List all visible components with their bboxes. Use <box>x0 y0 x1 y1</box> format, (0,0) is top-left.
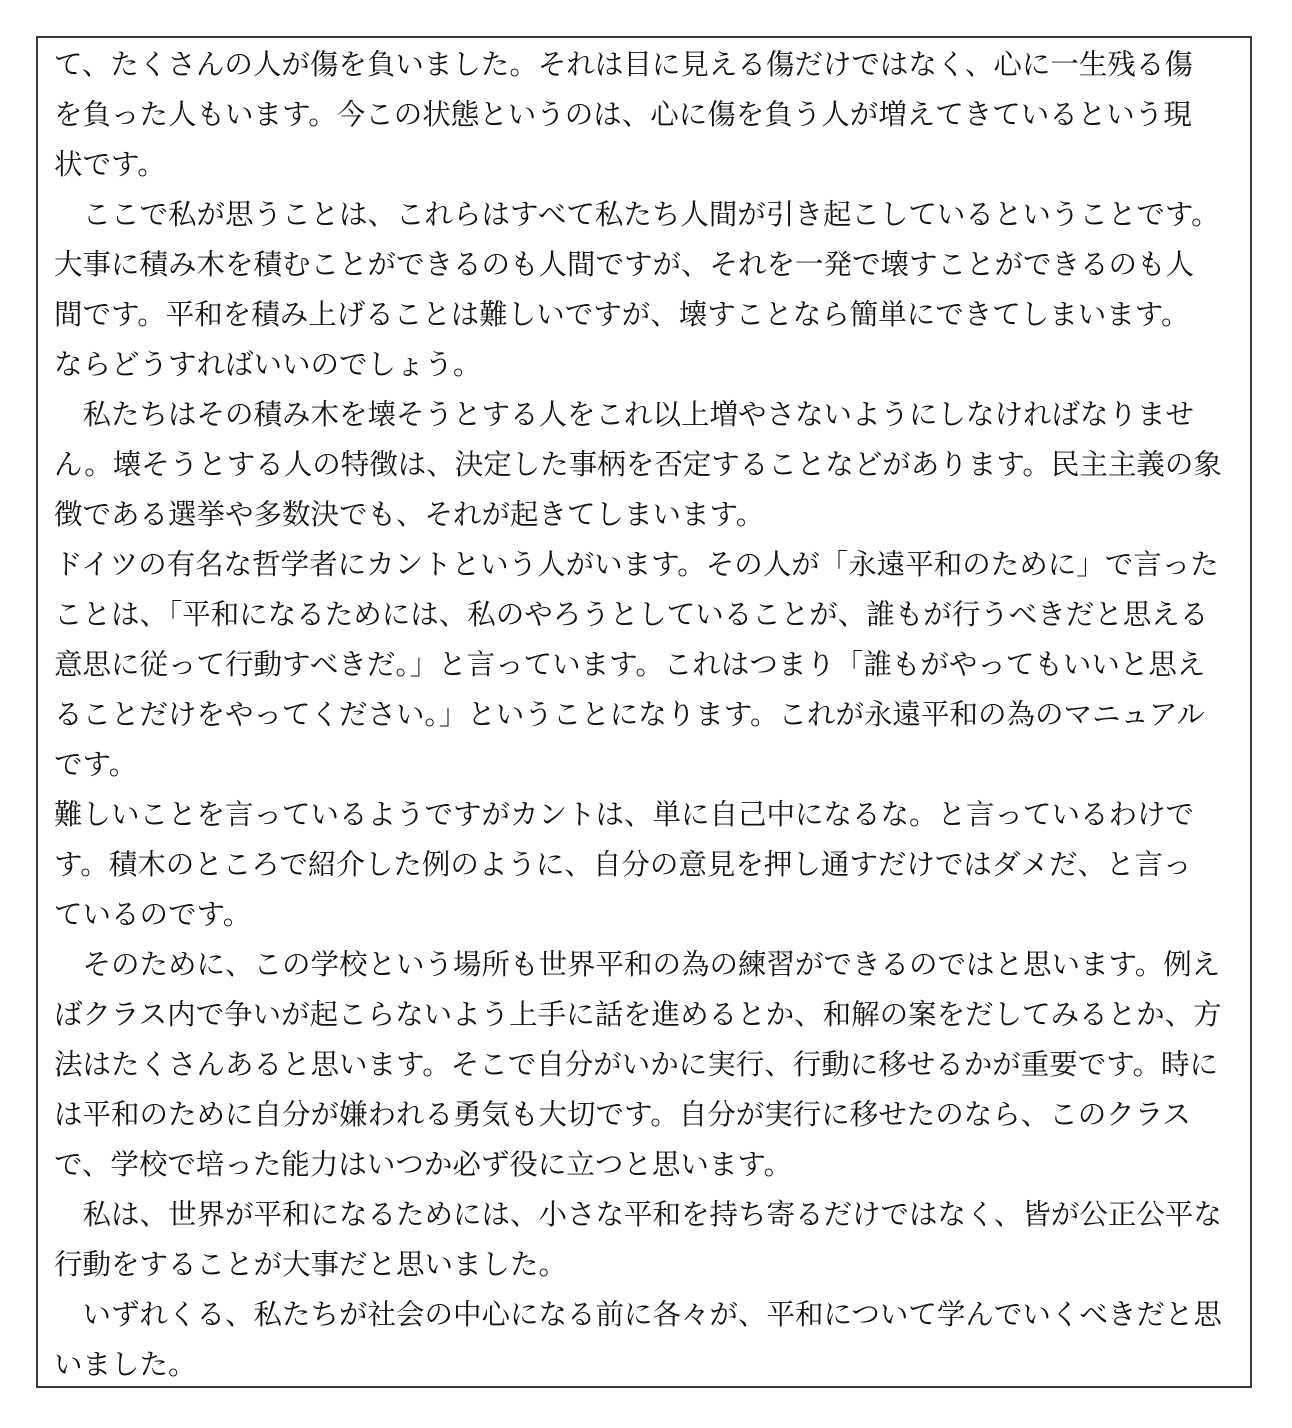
text-line: す。積木のところで紹介した例のように、自分の意見を押し通すだけではダメだ、と言っ <box>54 848 1192 881</box>
text-line: ん。壊そうとする人の特徴は、決定した事柄を否定することなどがあります。民主主義の象 <box>54 448 1222 481</box>
text-line: 意思に従って行動すべきだ。」と言っています。これはつまり「誰もがやってもいいと思え <box>54 648 1206 681</box>
text-line: ているのです。 <box>54 898 252 931</box>
text-line: 徴である選挙や多数決でも、それが起きてしまいます。 <box>54 498 765 531</box>
text-line: 難しいことを言っているようですがカントは、単に自己中になるな。と言っているわけで <box>54 798 1195 831</box>
text-line: ることだけをやってください。」ということになります。これが永遠平和の為のマニュアル <box>54 698 1205 731</box>
text-line: 大事に積み木を積むことができるのも人間ですが、それを一発で壊すことができるのも人 <box>54 248 1195 281</box>
text-line: は平和のために自分が嫌われる勇気も大切です。自分が実行に移せたのなら、このクラス <box>54 1098 1191 1131</box>
text-line: ばクラス内で争いが起こらないよう上手に話を進めるとか、和解の案をだしてみるとか、方 <box>54 998 1222 1031</box>
text-line: ここで私が思うことは、これらはすべて私たち人間が引き起こしているということです。 <box>54 198 1220 231</box>
text-line: いずれくる、私たちが社会の中心になる前に各々が、平和について学んでいくべきだと思 <box>54 1298 1222 1331</box>
text-line: 私は、世界が平和になるためには、小さな平和を持ち寄るだけではなく、皆が公正公平な <box>54 1198 1222 1231</box>
text-line: 行動をすることが大事だと思いました。 <box>54 1248 568 1281</box>
text-line: です。 <box>54 748 138 781</box>
text-line: ことは、「平和になるためには、私のやろうとしていることが、誰もが行うべきだと思える <box>54 598 1209 631</box>
text-line: て、たくさんの人が傷を負いました。それは目に見える傷だけではなく、心に一生残る傷 <box>54 48 1193 81</box>
essay-text-box <box>36 36 1252 1388</box>
text-line: ドイツの有名な哲学者にカントという人がいます。その人が「永遠平和のために」で言った <box>54 548 1219 581</box>
text-line: で、学校で培った能力はいつか必ず役に立つと思います。 <box>54 1148 793 1181</box>
text-line: 間です。平和を積み上げることは難しいですが、壊すことなら簡単にできてしまいます。 <box>54 298 1190 331</box>
text-line: ならどうすればいいのでしょう。 <box>54 348 482 381</box>
text-line: を負った人もいます。今この状態というのは、心に傷を負う人が増えてきているという現 <box>54 98 1192 131</box>
text-line: いました。 <box>54 1348 197 1381</box>
text-line: 法はたくさんあると思います。そこで自分がいかに実行、行動に移せるかが重要です。時に <box>54 1048 1218 1081</box>
text-line: 私たちはその積み木を壊そうとする人をこれ以上増やさないようにしなければなりませ <box>54 398 1195 431</box>
text-line: 状です。 <box>54 148 166 181</box>
text-line: そのために、この学校という場所も世界平和の為の練習ができるのではと思います。例え <box>54 948 1221 981</box>
